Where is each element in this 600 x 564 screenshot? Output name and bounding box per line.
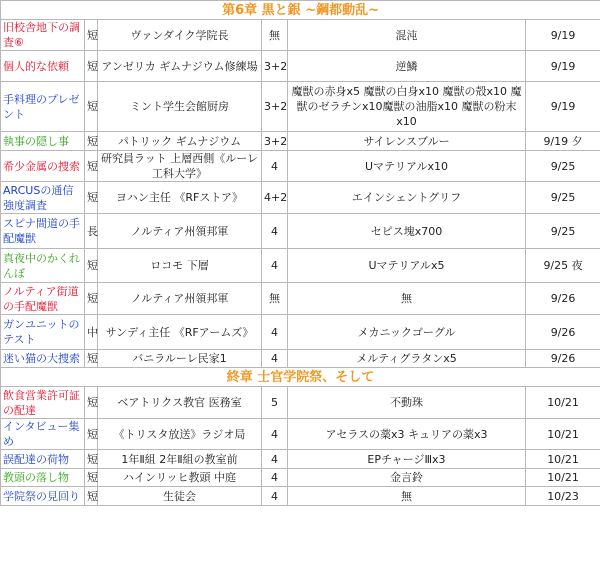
- quest-name: 個人的な依頼: [1, 51, 85, 82]
- quest-length: 短: [85, 82, 98, 132]
- quest-client: ヨハン主任 《RFストア》: [98, 182, 262, 214]
- quest-length: 短: [85, 51, 98, 82]
- quest-date: 9/25: [526, 182, 600, 214]
- quest-reward: 金言鈴: [288, 469, 526, 487]
- quest-reward: 混沌: [288, 20, 526, 51]
- quest-date: 10/21: [526, 450, 600, 469]
- quest-length: 短: [85, 20, 98, 51]
- quest-rank: 3+2: [262, 82, 288, 132]
- quest-client: ハインリッヒ教頭 中庭: [98, 469, 262, 487]
- quest-rank: 4: [262, 450, 288, 469]
- quest-row: [1, 51, 600, 82]
- quest-reward: メカニックゴーグル: [288, 315, 526, 350]
- quest-row: [1, 20, 600, 51]
- quest-date: 9/25: [526, 151, 600, 182]
- quest-reward: エインシェントグリフ: [288, 182, 526, 214]
- quest-date: 9/19: [526, 51, 600, 82]
- chapter-title: 第6章 黒と銀 ~鋼都動乱~: [1, 1, 600, 20]
- quest-date: 10/21: [526, 469, 600, 487]
- quest-rank: 4: [262, 469, 288, 487]
- quest-row: [1, 469, 600, 487]
- quest-reward: アセラスの薬x3 キュリアの薬x3: [288, 419, 526, 450]
- quest-name: ガンユニットのテスト: [1, 315, 85, 350]
- quest-name: インタビュー集め: [1, 419, 85, 450]
- quest-rank: 4: [262, 214, 288, 249]
- quest-date: 9/25: [526, 214, 600, 249]
- quest-name: 教頭の落し物: [1, 469, 85, 487]
- quest-reward: 無: [288, 487, 526, 506]
- quest-rank: 5: [262, 387, 288, 419]
- quest-date: 10/21: [526, 419, 600, 450]
- quest-reward: Uマテリアルx10: [288, 151, 526, 182]
- quest-row: [1, 82, 600, 132]
- quest-client: 1年Ⅱ組 2年Ⅱ組の教室前: [98, 450, 262, 469]
- quest-date: 10/21: [526, 387, 600, 419]
- quest-date: 9/26: [526, 315, 600, 350]
- quest-date: 9/19: [526, 20, 600, 51]
- quest-date: 9/25 夜: [526, 249, 600, 283]
- quest-client: 生徒会: [98, 487, 262, 506]
- quest-rank: 4: [262, 419, 288, 450]
- quest-rank: 4: [262, 315, 288, 350]
- quest-length: 中: [85, 315, 98, 350]
- chapter-header-row: [1, 1, 600, 20]
- quest-name: 旧校舎地下の調査⑥: [1, 20, 85, 51]
- quest-length: 短: [85, 249, 98, 283]
- quest-client: ノルティア州領邦軍: [98, 283, 262, 315]
- quest-length: 長: [85, 214, 98, 249]
- quest-rank: 3+2: [262, 132, 288, 151]
- quest-length: 短: [85, 487, 98, 506]
- quest-reward: セピス塊x700: [288, 214, 526, 249]
- quest-name: 執事の隠し事: [1, 132, 85, 151]
- quest-table-body: [1, 1, 600, 506]
- quest-row: [1, 450, 600, 469]
- quest-client: ノルティア州領邦軍: [98, 214, 262, 249]
- quest-name: ARCUSの通信強度調査: [1, 182, 85, 214]
- quest-name: ノルティア街道の手配魔獣: [1, 283, 85, 315]
- quest-length: 短: [85, 151, 98, 182]
- quest-reward: 不動珠: [288, 387, 526, 419]
- quest-date: 9/26: [526, 283, 600, 315]
- quest-name: 手料理のプレゼント: [1, 82, 85, 132]
- quest-row: [1, 419, 600, 450]
- quest-length: 短: [85, 182, 98, 214]
- quest-name: 学院祭の見回り: [1, 487, 85, 506]
- quest-rank: 無: [262, 283, 288, 315]
- quest-length: 短: [85, 450, 98, 469]
- quest-client: パトリック ギムナジウム: [98, 132, 262, 151]
- quest-row: [1, 214, 600, 249]
- quest-name: 飲食営業許可証の配達: [1, 387, 85, 419]
- quest-date: 9/26: [526, 350, 600, 368]
- quest-row: [1, 132, 600, 151]
- chapter-title: 終章 士官学院祭、そして: [1, 368, 600, 387]
- quest-row: [1, 249, 600, 283]
- quest-reward: Uマテリアルx5: [288, 249, 526, 283]
- quest-name: 誤配達の荷物: [1, 450, 85, 469]
- quest-row: [1, 151, 600, 182]
- quest-row: [1, 315, 600, 350]
- quest-client: バニラルーレ民家1: [98, 350, 262, 368]
- quest-row: [1, 350, 600, 368]
- quest-client: ヴァンダイク学院長: [98, 20, 262, 51]
- quest-client: 《トリスタ放送》ラジオ局: [98, 419, 262, 450]
- quest-length: 短: [85, 283, 98, 315]
- quest-client: ベアトリクス教官 医務室: [98, 387, 262, 419]
- quest-rank: 無: [262, 20, 288, 51]
- quest-rank: 4: [262, 249, 288, 283]
- quest-name: 希少金属の捜索: [1, 151, 85, 182]
- quest-length: 短: [85, 469, 98, 487]
- quest-date: 9/19 夕: [526, 132, 600, 151]
- quest-name: 迷い猫の大捜索: [1, 350, 85, 368]
- quest-date: 9/19: [526, 82, 600, 132]
- quest-rank: 4: [262, 350, 288, 368]
- quest-reward: 逆鱗: [288, 51, 526, 82]
- quest-name: 真夜中のかくれんぼ: [1, 249, 85, 283]
- quest-rank: 4: [262, 487, 288, 506]
- quest-client: ミント学生会館厨房: [98, 82, 262, 132]
- quest-length: 短: [85, 387, 98, 419]
- quest-rank: 4+2: [262, 182, 288, 214]
- quest-rank: 3+2: [262, 51, 288, 82]
- quest-client: ロコモ 下層: [98, 249, 262, 283]
- chapter-header-row: [1, 368, 600, 387]
- quest-reward: サイレンスブルー: [288, 132, 526, 151]
- quest-date: 10/23: [526, 487, 600, 506]
- quest-row: [1, 487, 600, 506]
- quest-reward: EPチャージⅢx3: [288, 450, 526, 469]
- quest-reward: 無: [288, 283, 526, 315]
- quest-name: スピナ間道の手配魔獣: [1, 214, 85, 249]
- quest-row: [1, 387, 600, 419]
- quest-row: [1, 182, 600, 214]
- quest-client: アンゼリカ ギムナジウム修練場: [98, 51, 262, 82]
- quest-length: 短: [85, 132, 98, 151]
- quest-rank: 4: [262, 151, 288, 182]
- quest-client: 研究員ラット 上層西側《ルーレ工科大学》: [98, 151, 262, 182]
- quest-reward: 魔獣の赤身x5 魔獣の白身x10 魔獣の殻x10 魔獣のゼラチンx10魔獣の油脂x10 魔獣の粉末x10: [288, 82, 526, 132]
- quest-length: 短: [85, 419, 98, 450]
- quest-row: [1, 283, 600, 315]
- quest-length: 短: [85, 350, 98, 368]
- quest-reward: メルティグラタンx5: [288, 350, 526, 368]
- quest-client: サンディ主任 《RFアームズ》: [98, 315, 262, 350]
